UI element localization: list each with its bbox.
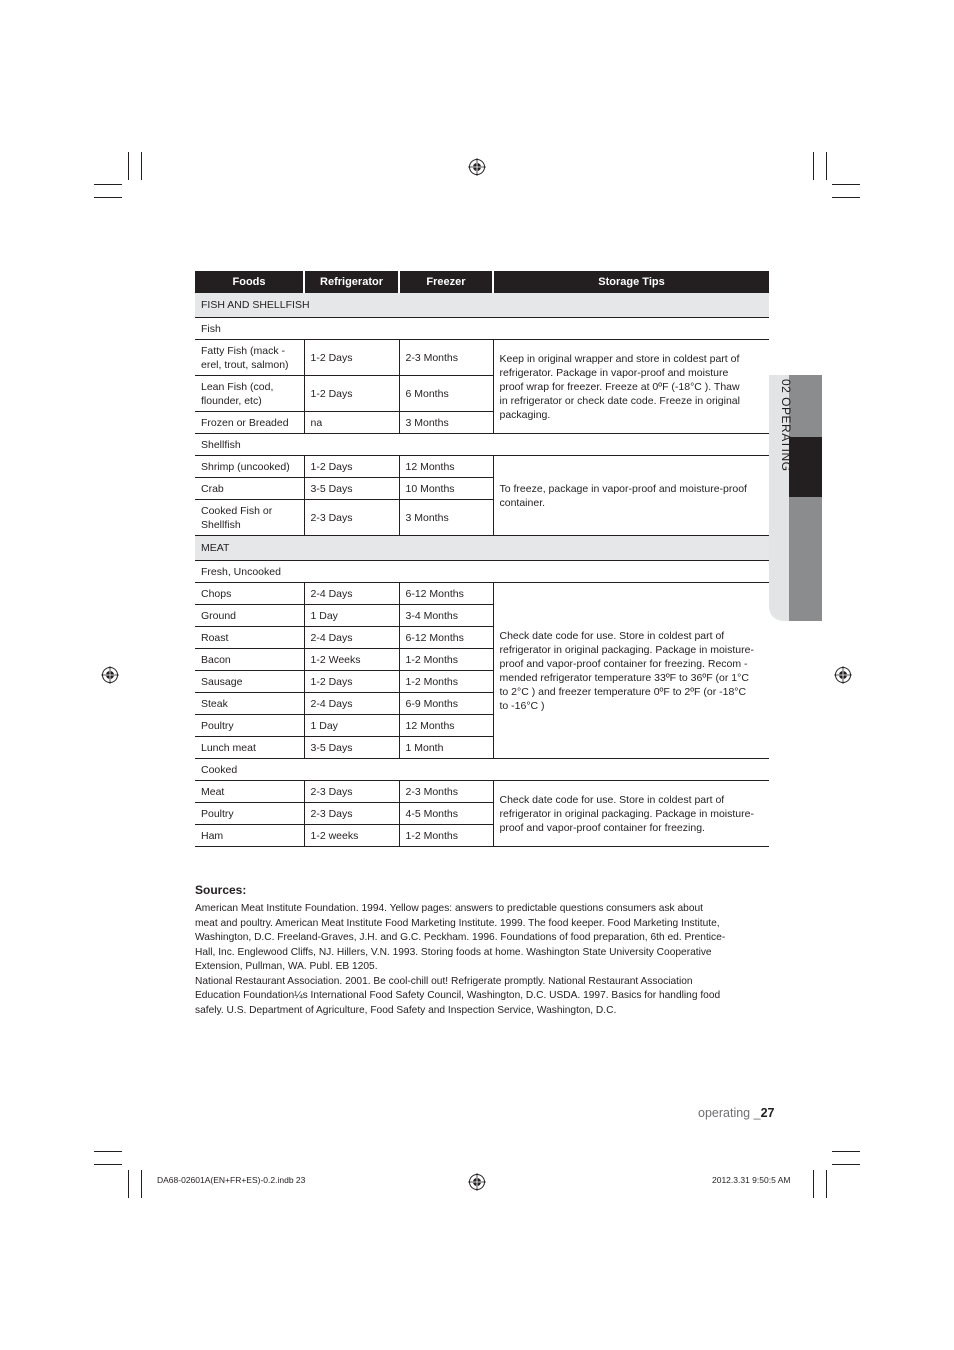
- source-line: Washington, D.C. Freeland-Graves, J.H. and G.C. Peckham. 1996. Foundations of food preparation, 6th ed. Prentice-: [195, 932, 726, 943]
- food-cell: Lunch meat: [195, 737, 304, 759]
- section-row: [195, 536, 769, 561]
- food-cell: Frozen or Breaded: [195, 412, 304, 434]
- refrigerator-cell: 1-2 Days: [304, 456, 399, 478]
- table-row: [195, 781, 769, 803]
- source-line: meat and poultry. American Meat Institute Food Marketing Institute. 1999. The food keeper. Food Marketing Institute,: [195, 917, 720, 929]
- registration-mark-icon: [468, 1173, 486, 1191]
- source-line: Hall, Inc. Englewood Cliffs, NJ. Hillers, V.N. 1993. Storing foods at home. Washington State University Cooperative: [195, 946, 712, 958]
- subsection-row: [195, 318, 769, 340]
- registration-mark-icon: [468, 158, 486, 176]
- food-cell: Poultry: [195, 803, 304, 825]
- subsection-title: Fish: [195, 318, 769, 340]
- side-tab-label: 02 OPERATING: [779, 379, 793, 472]
- side-tab-strip: [789, 375, 822, 621]
- freezer-cell: 10 Months: [399, 478, 493, 500]
- refrigerator-cell: 1-2 Days: [304, 671, 399, 693]
- refrigerator-cell: 3-5 Days: [304, 478, 399, 500]
- column-header-storage-tips: Storage Tips: [493, 271, 769, 293]
- table-header-row: [195, 271, 769, 293]
- food-storage-table: [195, 271, 769, 847]
- refrigerator-cell: 2-3 Days: [304, 781, 399, 803]
- food-cell: Ground: [195, 605, 304, 627]
- subsection-row: [195, 759, 769, 781]
- food-cell: Roast: [195, 627, 304, 649]
- table-row: [195, 456, 769, 478]
- table-row: [195, 583, 769, 605]
- footer-file-info: DA68-02601A(EN+FR+ES)-0.2.indb 23: [157, 1175, 306, 1185]
- freezer-cell: 12 Months: [399, 715, 493, 737]
- source-line: safely. U.S. Department of Agriculture, Food Safety and Inspection Service, Washington, D.C.: [195, 1004, 617, 1016]
- column-header-foods: Foods: [195, 271, 304, 293]
- food-cell: Cooked Fish or Shellfish: [195, 500, 304, 536]
- table-row: [195, 340, 769, 376]
- source-line: American Meat Institute Foundation. 1994. Yellow pages: answers to predictable questions consumers ask about: [195, 903, 703, 914]
- section-title: MEAT: [195, 536, 769, 561]
- column-header-refrigerator: Refrigerator: [304, 271, 399, 293]
- column-header-freezer: Freezer: [399, 271, 493, 293]
- refrigerator-cell: 1-2 weeks: [304, 825, 399, 847]
- refrigerator-cell: 2-4 Days: [304, 627, 399, 649]
- page-number: operating _27: [698, 1106, 775, 1120]
- refrigerator-cell: 2-4 Days: [304, 583, 399, 605]
- refrigerator-cell: 1 Day: [304, 605, 399, 627]
- refrigerator-cell: 2-3 Days: [304, 500, 399, 536]
- storage-tip-cell: To freeze, package in vapor-proof and moisture-proof container.: [493, 456, 769, 536]
- section-row: [195, 293, 769, 318]
- refrigerator-cell: na: [304, 412, 399, 434]
- food-cell: Meat: [195, 781, 304, 803]
- food-cell: Chops: [195, 583, 304, 605]
- freezer-cell: 4-5 Months: [399, 803, 493, 825]
- refrigerator-cell: 2-4 Days: [304, 693, 399, 715]
- freezer-cell: 2-3 Months: [399, 781, 493, 803]
- freezer-cell: 6 Months: [399, 376, 493, 412]
- freezer-cell: 3-4 Months: [399, 605, 493, 627]
- refrigerator-cell: 1-2 Weeks: [304, 649, 399, 671]
- freezer-cell: 2-3 Months: [399, 340, 493, 376]
- food-cell: Fatty Fish (mack - erel, trout, salmon): [195, 340, 304, 376]
- storage-tip-cell: Check date code for use. Store in coldest part of refrigerator in original packaging. Package in moisture- proof and vapor-proof container for freezing.: [493, 781, 769, 847]
- subsection-title: Cooked: [195, 759, 769, 781]
- freezer-cell: 3 Months: [399, 500, 493, 536]
- subsection-row: [195, 561, 769, 583]
- refrigerator-cell: 1-2 Days: [304, 340, 399, 376]
- storage-tip-cell: Keep in original wrapper and store in coldest part of refrigerator. Package in vapor-proof and moisture proof wrap for freezer. Freeze at 0ºF (-18°C ). Thaw in refrigerator or check date code. Freeze in original packaging.: [493, 340, 769, 434]
- freezer-cell: 6-9 Months: [399, 693, 493, 715]
- registration-mark-icon: [834, 666, 852, 684]
- subsection-row: [195, 434, 769, 456]
- freezer-cell: 1-2 Months: [399, 649, 493, 671]
- section-title: FISH AND SHELLFISH: [195, 293, 769, 318]
- refrigerator-cell: 3-5 Days: [304, 737, 399, 759]
- freezer-cell: 6-12 Months: [399, 627, 493, 649]
- sources-text: [195, 902, 755, 1018]
- food-cell: Sausage: [195, 671, 304, 693]
- source-line: National Restaurant Association. 2001. Be cool-chill out! Refrigerate promptly. National Restaurant Association: [195, 975, 693, 987]
- food-cell: Lean Fish (cod, flounder, etc): [195, 376, 304, 412]
- freezer-cell: 1 Month: [399, 737, 493, 759]
- freezer-cell: 12 Months: [399, 456, 493, 478]
- refrigerator-cell: 1 Day: [304, 715, 399, 737]
- footer-timestamp: 2012.3.31 9:50:5 AM: [712, 1175, 791, 1185]
- freezer-cell: 1-2 Months: [399, 825, 493, 847]
- food-cell: Shrimp (uncooked): [195, 456, 304, 478]
- sources-heading: Sources:: [195, 883, 247, 897]
- refrigerator-cell: 1-2 Days: [304, 376, 399, 412]
- food-cell: Bacon: [195, 649, 304, 671]
- food-cell: Crab: [195, 478, 304, 500]
- side-tab-active-marker: [789, 437, 822, 497]
- freezer-cell: 3 Months: [399, 412, 493, 434]
- refrigerator-cell: 2-3 Days: [304, 803, 399, 825]
- food-cell: Steak: [195, 693, 304, 715]
- freezer-cell: 6-12 Months: [399, 583, 493, 605]
- food-cell: Ham: [195, 825, 304, 847]
- food-cell: Poultry: [195, 715, 304, 737]
- source-line: Extension, Pullman, WA. Publ. EB 1205.: [195, 961, 378, 972]
- subsection-title: Fresh, Uncooked: [195, 561, 769, 583]
- storage-tip-cell: Check date code for use. Store in coldest part of refrigerator in original packaging. Package in moisture- proof and vapor-proof container for freezing. Recom - mended refrigerator temperature 33ºF to 36ºF (or 1°C to 2°C ) and freezer temperature 0ºF to 2ºF (or -18°C to -16°C ): [493, 583, 769, 759]
- subsection-title: Shellfish: [195, 434, 769, 456]
- source-line: Education Foundation¼s International Food Safety Council, Washington, D.C. USDA. 1997. Basics for handling food: [195, 990, 721, 1001]
- freezer-cell: 1-2 Months: [399, 671, 493, 693]
- registration-mark-icon: [101, 666, 119, 684]
